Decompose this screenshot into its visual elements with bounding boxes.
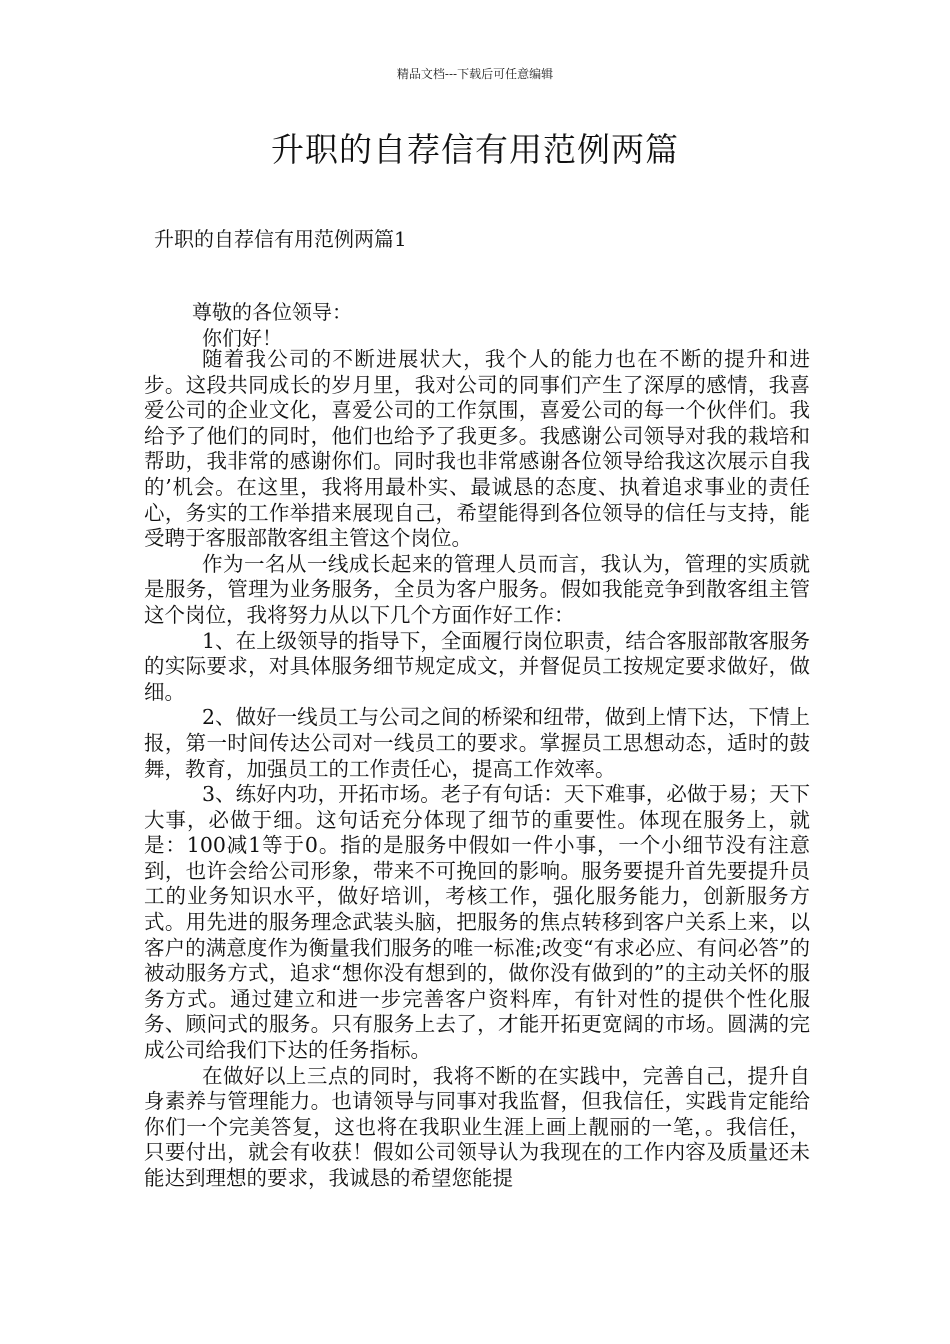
greeting: 你们好！ xyxy=(202,326,282,350)
paragraph: 随着我公司的不断进展状大，我个人的能力也在不断的提升和进步。这段共同成长的岁月里，我对公司的同事们产生了深厚的感情，我喜爱公司的企业文化，喜爱公司的工作氛围，喜爱公司的每一个伙伴们。我给予了他们的同时，他们也给予了我更多。我感谢公司领导对我的栽培和帮助，我非常的感谢你们。同时我也非常感谢各位领导给我这次展示自我的’机会。在这里，我将用最朴实、最诚恳的态度、执着追求事业的责任心，务实的工作举措来展现自己，希望能得到各位领导的信任与支持，能受聘于客服部散客组主管这个岗位。 xyxy=(144,347,810,551)
paragraph: 3、练好内功，开拓市场。老子有句话：天下难事，必做于易；天下大事，必做于细。这句话充分体现了细节的重要性。体现在服务上，就是：100减1等于0。指的是服务中假如一件小事，一个小细节没有注意到，也许会给公司形象，带来不可挽回的影响。服务要提升首先要提升员工的业务知识水平，做好培训，考核工作，强化服务能力，创新服务方式。用先进的服务理念武装头脑，把服务的焦点转移到客户关系上来，以客户的满意度作为衡量我们服务的唯一标准;改变“有求必应、有问必答”的被动服务方式，追求“想你没有想到的，做你没有做到的”的主动关怀的服务方式。通过建立和进一步完善客户资料库，有针对性的提供个性化服务、顾问式的服务。只有服务上去了，才能开拓更宽阔的市场。圆满的完成公司给我们下达的任务指标。 xyxy=(144,782,810,1063)
section-title: 升职的自荐信有用范例两篇1 xyxy=(154,227,407,251)
paragraph: 作为一名从一线成长起来的管理人员而言，我认为，管理的实质就是服务，管理为业务服务，全员为客户服务。假如我能竞争到散客组主管这个岗位，我将努力从以下几个方面作好工作： xyxy=(144,551,810,627)
paragraph: 在做好以上三点的同时，我将不断的在实践中，完善自己，提升自身素养与管理能力。也请领导与同事对我监督，但我信任，实践肯定能给你们一个完美答复，这也将在我职业生涯上画上靓丽的一笔，。我信任，只要付出，就会有收获！假如公司领导认为我现在的工作内容及质量还未能达到理想的要求，我诚恳的希望您能提 xyxy=(144,1063,810,1190)
document-title: 升职的自荐信有用范例两篇 xyxy=(271,130,679,169)
paragraph: 2、做好一线员工与公司之间的桥梁和纽带，做到上情下达，下情上报，第一时间传达公司对一线员工的要求。掌握员工思想动态，适时的鼓舞，教育，加强员工的工作责任心，提高工作效率。 xyxy=(144,705,810,781)
paragraph: 1、在上级领导的指导下，全面履行岗位职责，结合客服部散客服务的实际要求，对具体服务细节规定成文，并督促员工按规定要求做好，做细。 xyxy=(144,628,810,704)
header-note: 精品文档---下载后可任意编辑 xyxy=(396,67,554,81)
salutation: 尊敬的各位领导： xyxy=(192,300,352,324)
letter-body xyxy=(144,347,810,1192)
